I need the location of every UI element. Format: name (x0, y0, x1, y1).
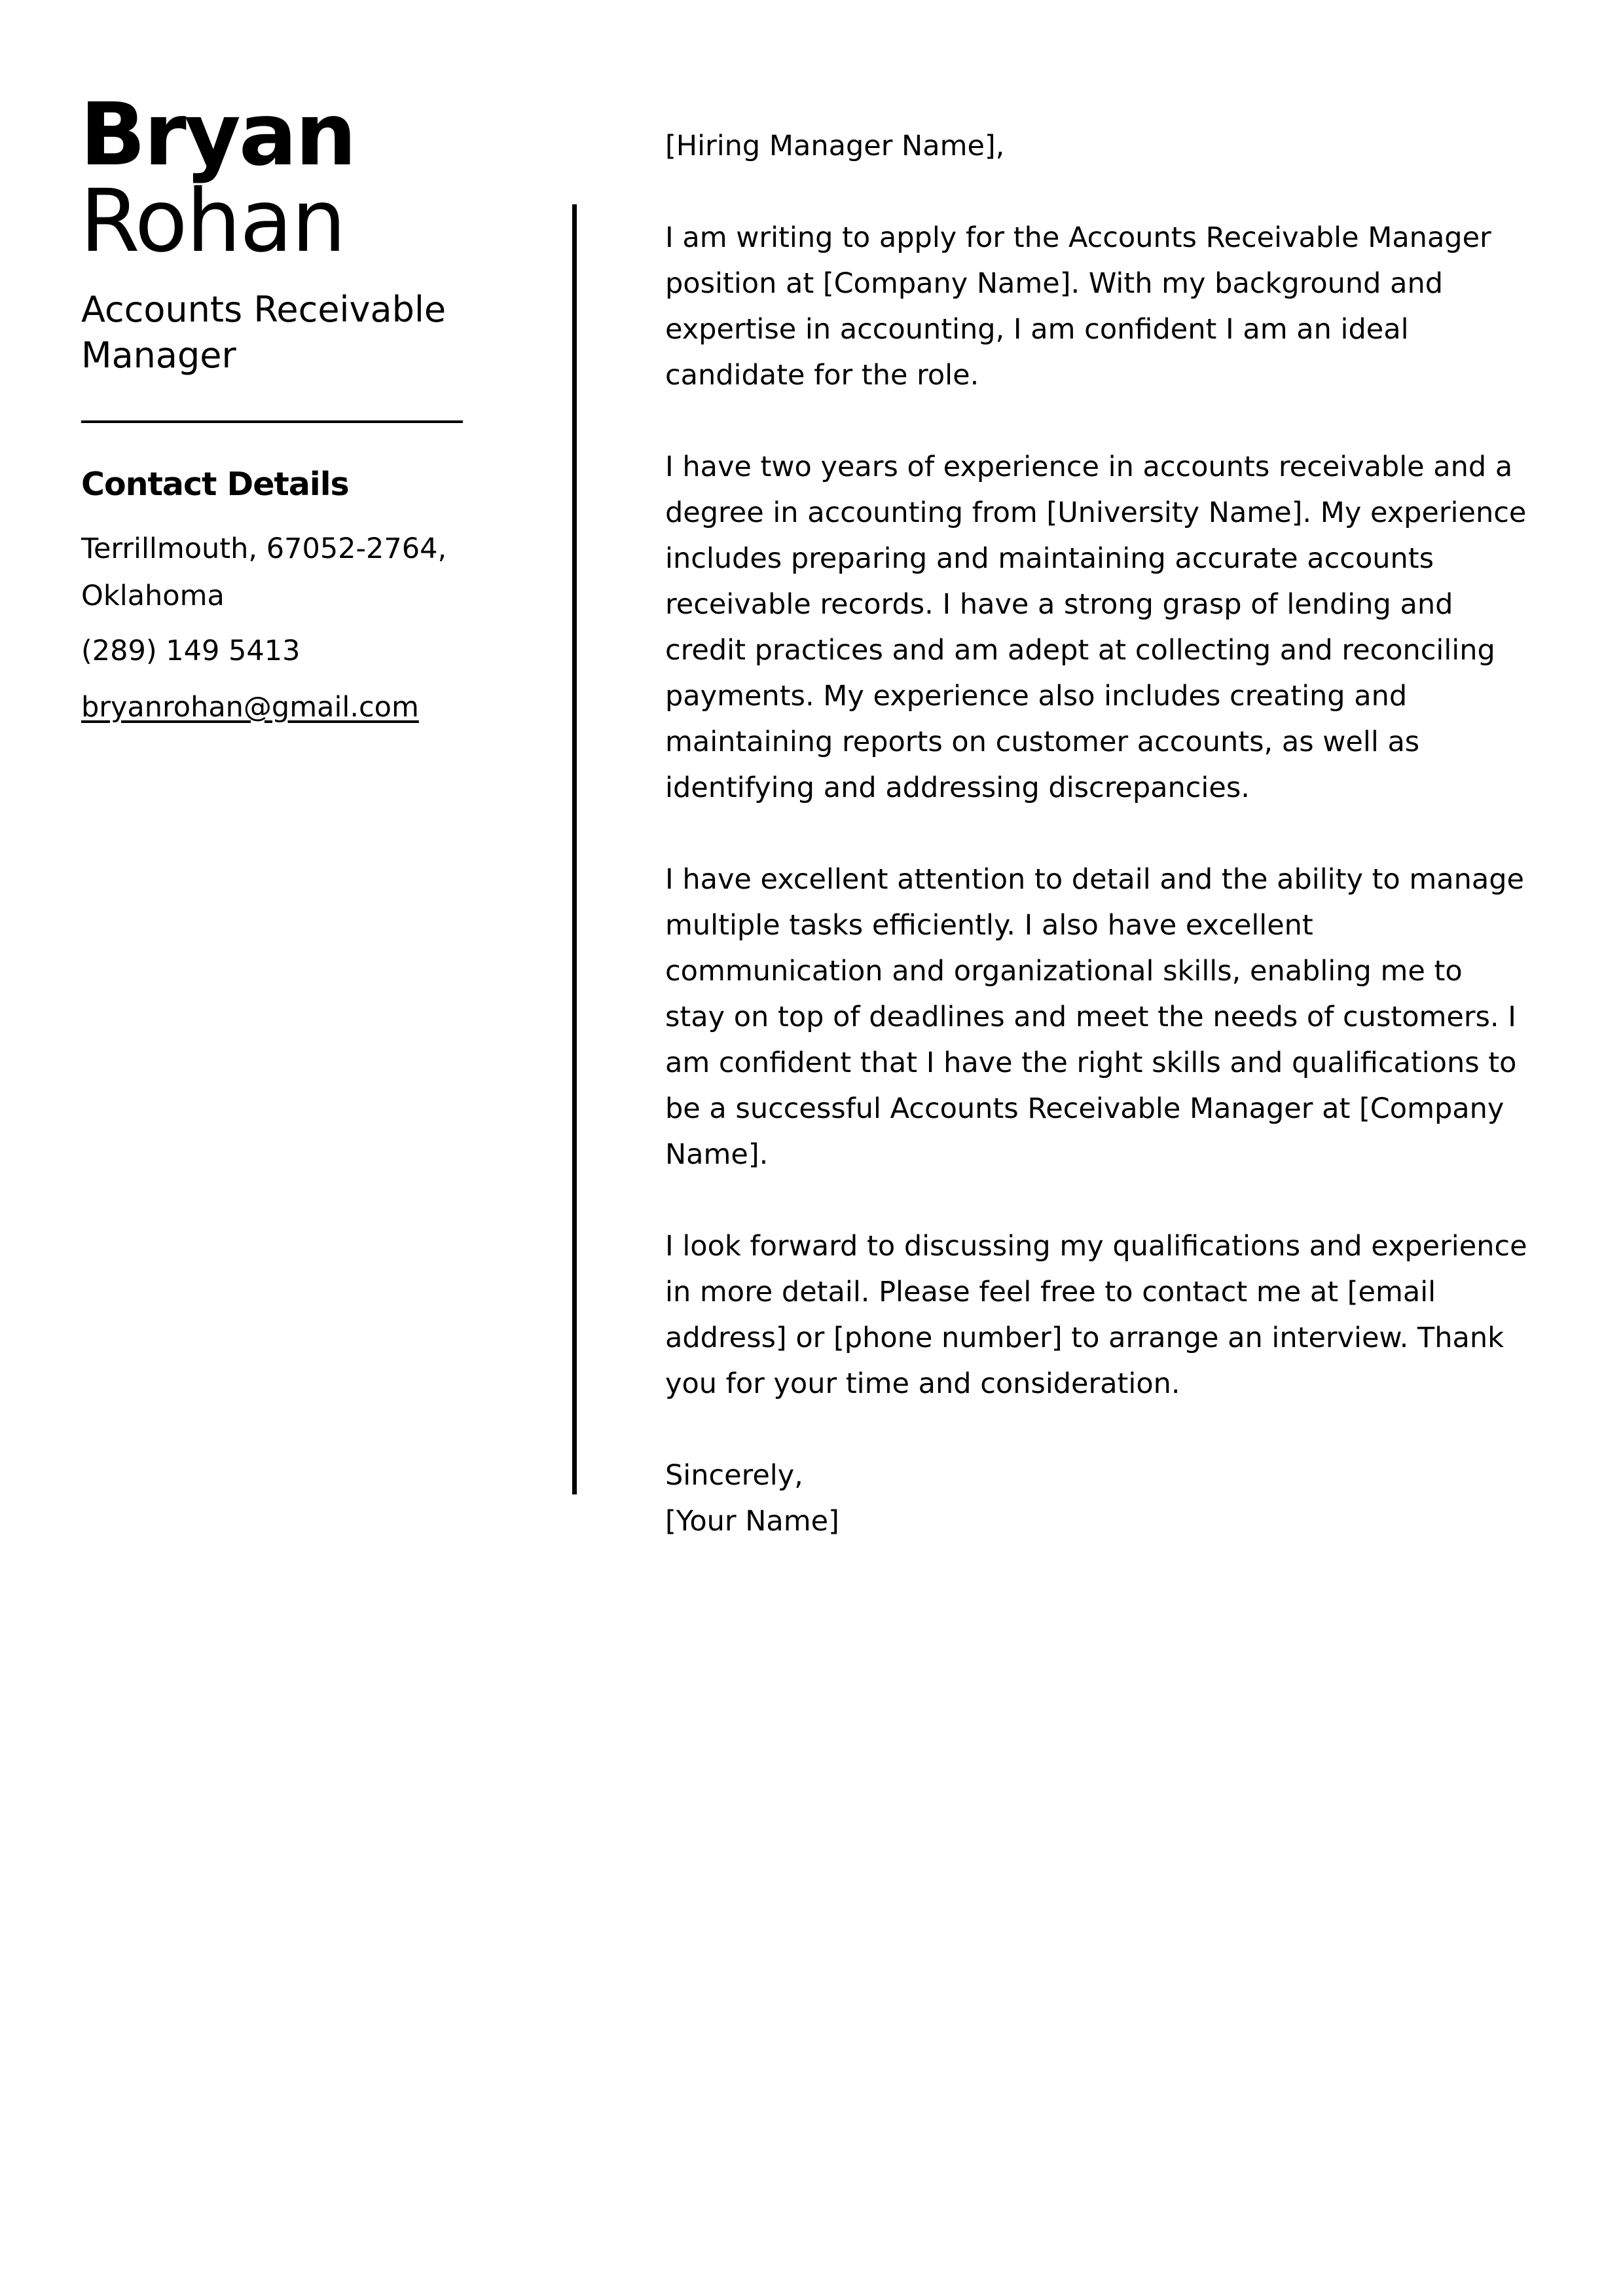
title-divider (81, 420, 463, 423)
letter-body (665, 123, 1529, 1544)
letter-closing: Sincerely, (665, 1459, 803, 1492)
job-title: Accounts Receivable Manager (81, 289, 447, 376)
contact-address: Terrillmouth, 67052-2764, Oklahoma (81, 532, 447, 612)
vertical-divider (572, 204, 577, 1494)
last-name: Rohan (80, 171, 345, 272)
contact-email-link[interactable]: bryanrohan@gmail.com (81, 691, 419, 724)
letter-paragraph: I look forward to discussing my qualifications and experience in more detail. Please feel free to contact me at [email address] or [phone number] to arrange an interview. Thank you for your time and consideration. (665, 1230, 1527, 1400)
contact-phone: (289) 149 5413 (81, 635, 301, 667)
letter-signature: [Your Name] (665, 1505, 839, 1538)
letter-salutation: [Hiring Manager Name], (665, 130, 1005, 162)
letter-paragraph: I am writing to apply for the Accounts Receivable Manager position at [Company Name]. With my background and expertise in accounting, I am confident I am an ideal candidate for the role. (665, 221, 1491, 392)
letter-paragraph: I have two years of experience in accounts receivable and a degree in accounting from [University Name]. My experience includes preparing and maintaining accurate accounts receivable records. I have a strong grasp of lending and credit practices and am adept at collecting and reconciling payments. My experience also includes creating and maintaining reports on customer accounts, as well as identifying and addressing discrepancies. (665, 451, 1527, 804)
contact-details-heading: Contact Details (81, 466, 349, 503)
letter-paragraph: I have excellent attention to detail and the ability to manage multiple tasks efficiently. I also have excellent communication and organizational skills, enabling me to stay on top of deadlines and meet the needs of customers. I am confident that I have the right skills and qualifications to be a successful Accounts Receivable Manager at [Company Name]. (665, 863, 1525, 1171)
first-name: Bryan (80, 84, 355, 185)
